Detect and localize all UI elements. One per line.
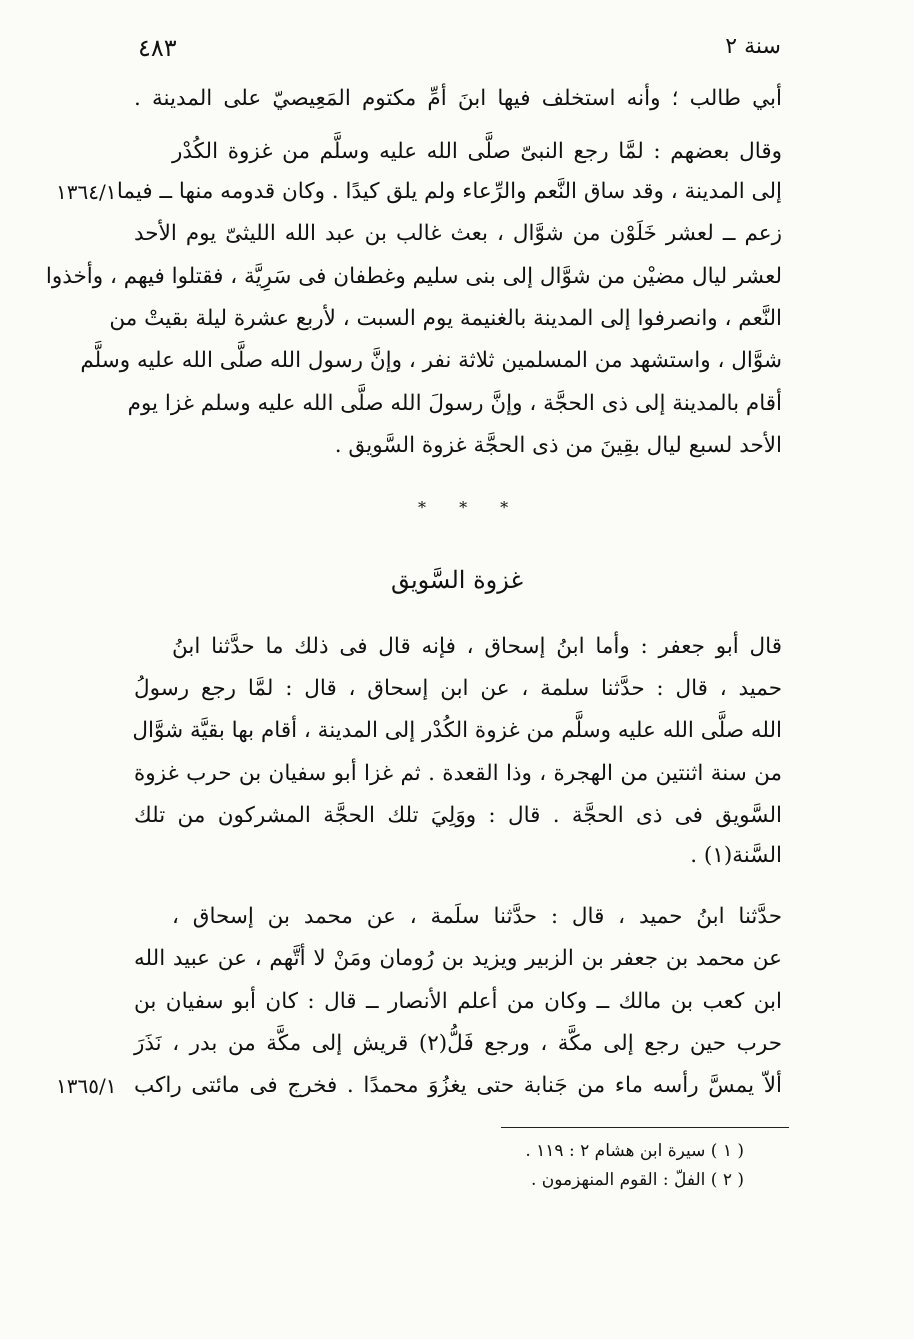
- footnote-rule: [501, 1127, 789, 1128]
- footnote: ( ٢ ) الفلّ : القوم المنهزمون .: [530, 1170, 744, 1190]
- text-line: وقال بعضهم : لمَّا رجع النبىّ صلَّى الله عليه وسلَّم من غزوة الكُدْر: [172, 139, 782, 164]
- text-line: إلى المدينة ، وقد ساق النَّعم والرِّعاء ولم يلق كيدًا . وكان قدومه منها ــ فيما: [116, 179, 782, 204]
- section-divider: * * *: [418, 498, 523, 517]
- text-line: ألاّ يمسَّ رأسه ماء من جَنابة حتى يغزُوَ محمدًا . فخرج فى مائتى راكب: [134, 1073, 782, 1098]
- running-header: سنة ٢: [725, 34, 781, 59]
- text-line: لعشر ليال مضيْن من شوَّال إلى بنى سليم وغطفان فى سَرِيَّة ، فقتلوا فيهم ، وأخذوا: [45, 264, 782, 289]
- text-line: عن محمد بن جعفر بن الزبير ويزيد بن رُومان ومَنْ لا أتَّهم ، عن عبيد الله: [134, 946, 782, 971]
- text-line: شوَّال ، واستشهد من المسلمين ثلاثة نفر ، وإنَّ رسول الله صلَّى الله عليه وسلَّم: [80, 348, 782, 373]
- text-line: من سنة اثنتين من الهجرة ، وذا القعدة . ثم غزا أبو سفيان بن حرب غزوة: [134, 761, 782, 786]
- margin-note: ١٣٦٤/١: [56, 180, 117, 204]
- margin-note: ١٣٦٥/١: [56, 1074, 117, 1098]
- text-line: ابن كعب بن مالك ــ وكان من أعلم الأنصار ــ قال : كان أبو سفيان بن: [134, 989, 782, 1014]
- text-line: السَّنة(١) .: [690, 843, 782, 868]
- text-line: قال أبو جعفر : وأما ابنُ إسحاق ، فإنه قال فى ذلك ما حدَّثنا ابنُ: [172, 634, 782, 659]
- page-number: ٤٨٣: [138, 34, 177, 62]
- text-line: حميد ، قال : حدَّثنا سلمة ، عن ابن إسحاق ، قال : لمَّا رجع رسولُ: [134, 676, 782, 701]
- footnote: ( ١ ) سيرة ابن هشام ٢ : ١١٩ .: [525, 1141, 744, 1161]
- text-line: حدَّثنا ابنُ حميد ، قال : حدَّثنا سلَمة ، عن محمد بن إسحاق ،: [172, 904, 782, 929]
- text-line: حرب حين رجع إلى مكَّة ، ورجع فَلُّ(٢) قريش إلى مكَّة من بدر ، نَذَرَ: [134, 1031, 782, 1056]
- text-line: الأحد لسبع ليال بقِينَ من ذى الحجَّة غزوة السَّويق .: [334, 433, 782, 458]
- text-line: أبي طالب ؛ وأنه استخلف فيها ابنَ أمِّ مكتوم المَعِيصيّ على المدينة .: [134, 86, 782, 111]
- text-line: النَّعم ، وانصرفوا إلى المدينة بالغنيمة يوم السبت ، لأربع عشرة ليلة بقيتْ من: [109, 306, 782, 331]
- text-line: السَّويق فى ذى الحجَّة . قال : ووَلِيَ تلك الحجَّة المشركون من تلك: [134, 803, 782, 828]
- section-title: غزوة السَّويق: [390, 566, 524, 594]
- text-line: زعم ــ لعشر خَلَوْن من شوَّال ، بعث غالب بن عبد الله الليثىّ يوم الأحد: [134, 221, 782, 246]
- text-line: أقام بالمدينة إلى ذى الحجَّة ، وإنَّ رسولَ الله صلَّى الله عليه وسلم غزا يوم: [127, 391, 782, 416]
- text-line: الله صلَّى الله عليه وسلَّم من غزوة الكُدْر إلى المدينة ، أقام بها بقيَّة شوَّال: [132, 718, 782, 743]
